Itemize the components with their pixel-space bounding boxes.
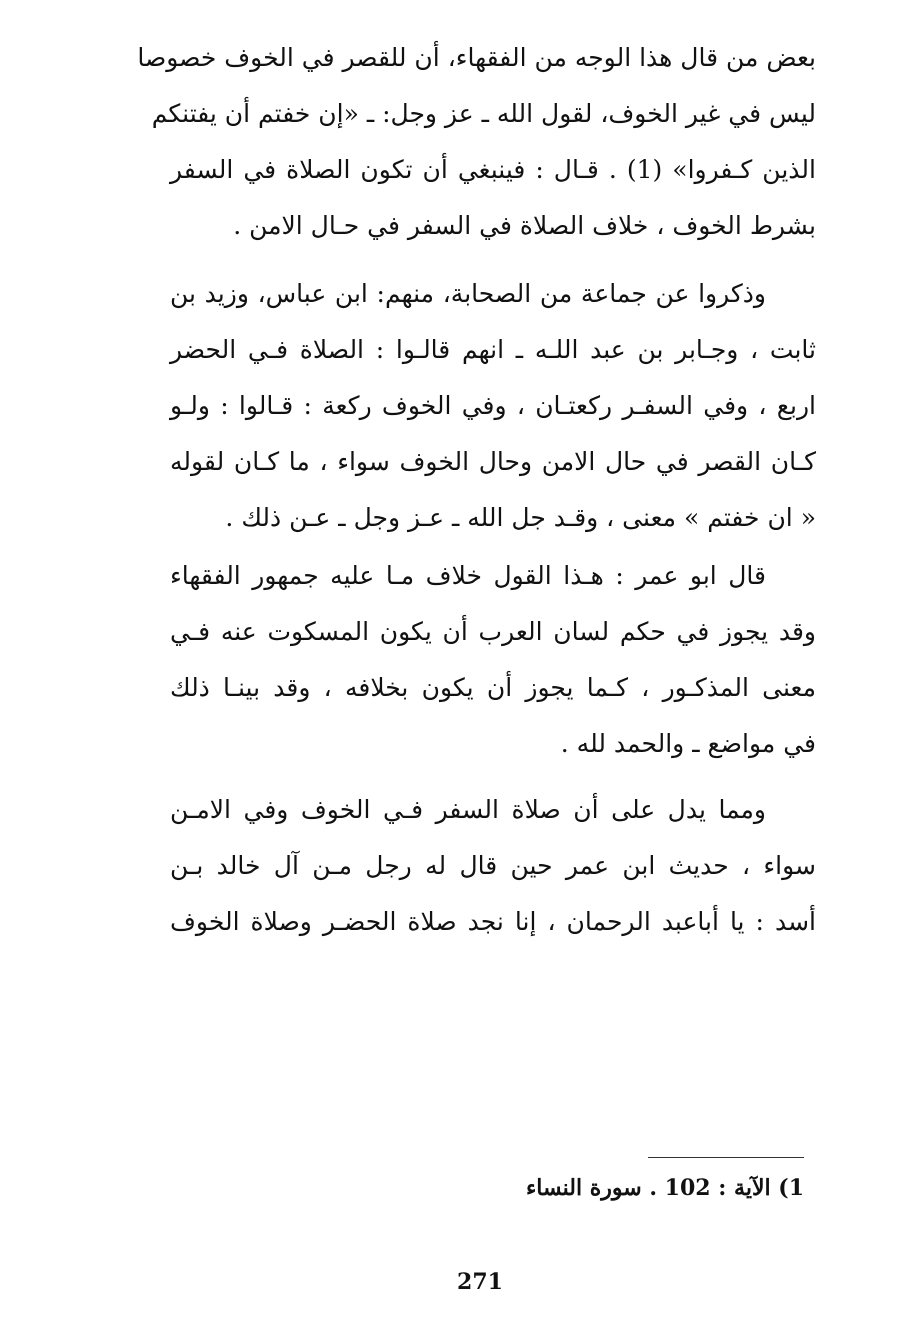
text-line: اربع ، وفي السفـر ركعتـان ، وفي الخوف ركعة : قـالوا : ولـو [170, 391, 816, 420]
page-number: 271 [457, 1269, 503, 1295]
text-line: سواء ، حديث ابن عمر حين قال له رجل مـن آل خالد بـن [170, 851, 816, 880]
text-line: كـان القصر في حال الامن وحال الخوف سواء ، ما كـان لقوله [170, 447, 816, 476]
text-line: « ان خفتم » معنى ، وقـد جل الله ـ عـز وجل ـ عـن ذلك . [225, 503, 816, 532]
footnote-divider [648, 1157, 804, 1158]
text-line: ومما يدل على أن صلاة السفر فـي الخوف وفي الامـن [170, 795, 766, 824]
text-line: بشرط الخوف ، خلاف الصلاة في السفر في حـال الامن . [233, 211, 816, 240]
text-line: ثابت ، وجـابر بن عبد اللـه ـ انهم قالـوا : الصلاة فـي الحضر [170, 335, 816, 364]
paragraph-1 [137, 30, 816, 254]
text-line: قال ابو عمر : هـذا القول خلاف مـا عليه جمهور الفقهاء [170, 561, 766, 590]
text-line: وذكروا عن جماعة من الصحابة، منهم: ابن عباس، وزيد بن [170, 279, 766, 308]
text-line: بعض من قال هذا الوجه من الفقهاء، أن للقصر في الخوف خصوصا [137, 43, 816, 72]
text-line: في مواضع ـ والحمد لله . [560, 729, 816, 758]
paragraph-3 [170, 548, 816, 772]
text-line: وقد يجوز في حكم لسان العرب أن يكون المسكوت عنه فـي [170, 617, 816, 646]
text-line: ليس في غير الخوف، لقول الله ـ عز وجل: ـ «إن خفتم أن يفتنكم [151, 99, 816, 128]
text-line: الذين كـفروا» (1) . قـال : فينبغي أن تكون الصلاة في السفر [170, 155, 816, 184]
paragraph-4 [170, 782, 816, 950]
paragraph-2 [170, 266, 816, 546]
footnote: 1) الآية : 102 . سورة النساء [525, 1175, 804, 1201]
text-line: أسد : يا أباعبد الرحمان ، إنا نجد صلاة الحضـر وصلاة الخوف [170, 907, 816, 936]
text-line: معنى المذكـور ، كـما يجوز أن يكون بخلافه ، وقد بينـا ذلك [170, 673, 816, 702]
